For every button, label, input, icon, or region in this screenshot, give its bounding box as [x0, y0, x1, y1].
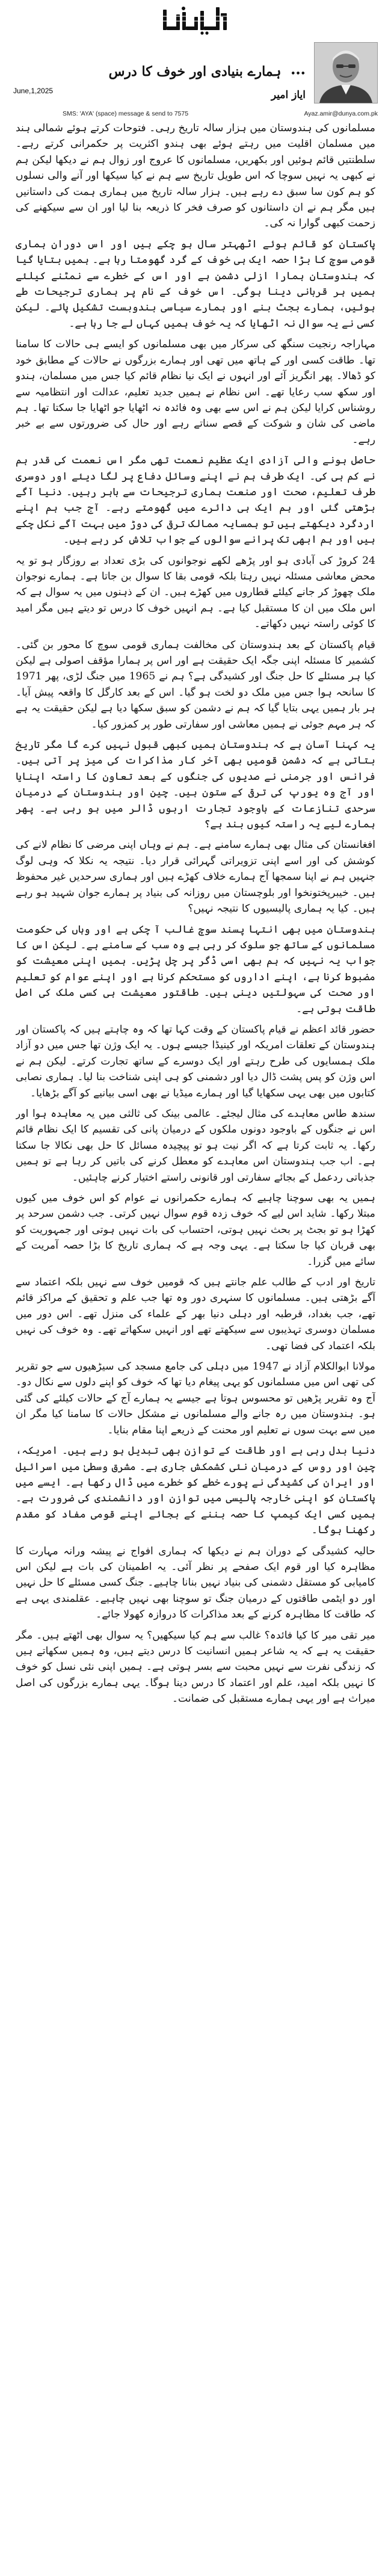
dunya-newspaper-logo-icon	[158, 2, 233, 37]
column-title-text: ہمارے بنیادی اور خوف کا درس	[108, 64, 282, 79]
column-header	[13, 42, 378, 120]
author-name: ایاز امیر	[271, 89, 306, 101]
article-paragraph: پاکستان کو قائم ہوئے اٹھہتر سال ہو چکے ہیں اور اس دوران ہماری قومی سوچ کا بڑا حصہ ایک ہی خوف کے گرد گھومتا رہا ہے۔ ہمیں بتایا گیا کہ ہندوستان ہمارا ازلی دشمن ہے اور اس کے خطرے سے نمٹنے کیلئے ہمیں ہر قربانی دینا ہوگی۔ اس خوف کے نام پر ہماری ترجیحات طے ہوئیں، ہمارے بجٹ بنے اور ہمارے سیاسی بندوبست تشکیل پائے۔ لیکن کسی نے یہ سوال نہ اٹھایا کہ یہ خوف ہمیں کہاں لے جا رہا ہے۔	[16, 238, 375, 330]
article-paragraph: یہ کہنا آسان ہے کہ ہندوستان ہمیں کبھی قبول نہیں کرے گا مگر تاریخ بتاتی ہے کہ دشمن قومیں بھی آخر کار مذاکرات کی میز پر آتی ہیں۔ فرانس اور جرمنی نے صدیوں کی جنگوں کے بعد تعاون کا راستہ اپنایا اور آج وہ یورپ کی ترقی کے ستون ہیں۔ چین اور ہندوستان کے درمیان سرحدی تنازعات کے باوجود تجارت اربوں ڈالر میں ہو رہی ہے۔ پھر ہمارے لیے یہ راستہ کیوں بند ہے؟	[16, 739, 375, 831]
title-bullets: •••	[291, 69, 306, 78]
author-portrait-icon	[315, 43, 377, 103]
article-paragraph: ہمیں یہ بھی سوچنا چاہیے کہ ہمارے حکمرانوں نے عوام کو اس خوف میں کیوں مبتلا رکھا۔ شاید اس لیے کہ خوف زدہ قوم سوال نہیں کرتی۔ جب دشمن سرحد پر کھڑا ہو تو بجٹ پر بحث نہیں ہوتی، احتساب کی بات نہیں ہوتی اور جمہوریت کو بھی قربان کیا جا سکتا ہے۔ یہی وجہ ہے کہ ہماری تاریخ کا بڑا حصہ آمریت کے سائے میں گزرا۔	[16, 1192, 375, 1268]
article-paragraph: مولانا ابوالکلام آزاد نے 1947 میں دہلی کی جامع مسجد کی سیڑھیوں سے جو تقریر کی تھی اس میں مسلمانوں کو یہی پیغام دیا تھا کہ خوف کو اپنے دلوں سے نکال دو۔ آج وہ تقریر پڑھیں تو محسوس ہوتا ہے جیسے یہ ہمارے آج کے حالات کیلئے کی گئی ہو۔ ہندوستان میں رہ جانے والے مسلمانوں نے مشکل حالات کا سامنا کیا مگر ان میں سے بہت سوں نے تعلیم اور محنت کے ذریعے اپنا مقام بنایا۔	[16, 1361, 375, 1436]
article-paragraph: مہاراجہ رنجیت سنگھ کی سرکار میں بھی مسلمانوں کو ایسے ہی حالات کا سامنا تھا۔ طاقت کسی اور کے ہاتھ میں تھی اور ہمارے بزرگوں نے حالات کے مطابق خود کو ڈھالا۔ پھر انگریز آئے اور انہوں نے ایک نیا نظام قائم کیا جس میں مسلمان، ہندو اور سکھ سب رعایا تھے۔ اس نظام نے ہمیں جدید تعلیم، عدالت اور انتظامیہ سے روشناس کرایا لیکن ہم نے اس سے بھی وہ فائدہ نہ اٹھایا جو اٹھایا جا سکتا تھا۔ ہم ماضی کی شان و شوکت کے قصے سناتے رہے اور حال کی ضرورتوں سے بے خبر رہے۔	[16, 338, 375, 446]
contact-bar	[13, 108, 378, 119]
article-paragraph: افغانستان کی مثال بھی ہمارے سامنے ہے۔ ہم نے وہاں اپنی مرضی کا نظام لانے کی کوشش کی اور اسے اپنی تزویراتی گہرائی قرار دیا۔ نتیجہ یہ نکلا کہ وہی لوگ جنہیں ہم نے اپنا سمجھا آج ہمارے خلاف کھڑے ہیں اور ہماری سرحدیں غیر محفوظ ہیں۔ خیبرپختونخوا اور بلوچستان میں روزانہ کی بنیاد پر ہمارے جوان شہید ہو رہے ہیں۔ کیا یہ ہماری پالیسیوں کا نتیجہ نہیں؟	[16, 839, 375, 915]
author-email[interactable]: Ayaz.amir@dunya.com.pk	[304, 110, 378, 117]
article-paragraph: میر تقی میر کا کیا فائدہ؟ غالب سے ہم کیا سیکھیں؟ یہ سوال بھی اٹھتے ہیں۔ مگر حقیقت یہ ہے کہ یہ شاعر ہمیں انسانیت کا درس دیتے ہیں، وہ ہمیں سکھاتے ہیں کہ زندگی نفرت سے نہیں محبت سے بسر ہوتی ہے۔ ہمیں اپنی نئی نسل کو خوف کا نہیں بلکہ امید، علم اور اعتماد کا درس دینا ہوگا۔ یہی ہمارے بزرگوں کی اصل میراث ہے اور یہی ہمارے مستقبل کی ضمانت۔	[16, 1629, 375, 1705]
publish-date: June,1,2025	[13, 87, 54, 95]
author-portrait	[314, 42, 378, 103]
article-body	[16, 120, 375, 2563]
article-paragraph: دنیا بدل رہی ہے اور طاقت کے توازن بھی تبدیل ہو رہے ہیں۔ امریکہ، چین اور روس کے درمیان نئی کشمکش جاری ہے۔ مشرق وسطیٰ میں اسرائیل اور ایران کی کشیدگی نے پورے خطے کو خطرے میں ڈال رکھا ہے۔ ایسے میں پاکستان کو اپنی خارجہ پالیسی میں توازن اور دانشمندی کی ضرورت ہے۔ ہمیں کسی ایک کیمپ کا حصہ بننے کے بجائے اپنے قومی مفاد کو مقدم رکھنا ہوگا۔	[16, 1445, 375, 1537]
article-paragraph: حضور قائد اعظم نے قیام پاکستان کے وقت کہا تھا کہ وہ چاہتے ہیں کہ پاکستان اور ہندوستان کے تعلقات امریکہ اور کینیڈا جیسے ہوں۔ یہ ایک وژن تھا جس میں دو آزاد ملک ہمسایوں کی طرح رہتے اور ایک دوسرے کے ساتھ تجارت کرتے۔ لیکن ہم نے اس وژن کو پس پشت ڈال دیا اور دشمنی کو ہی اپنی شناخت بنا لیا۔ ہماری نصابی کتابوں میں بھی یہی سکھایا گیا اور ہمارے میڈیا نے بھی اسی بیانیے کو آگے بڑھایا۔	[16, 1023, 375, 1099]
sms-instructions: SMS: 'AYA' (space) message & send to 7575	[63, 110, 189, 117]
article-paragraph: 24 کروڑ کی آبادی ہو اور پڑھے لکھے نوجوانوں کی بڑی تعداد بے روزگار ہو تو یہ محض معاشی مسئلہ نہیں رہتا بلکہ قومی بقا کا سوال بن جاتا ہے۔ ہمارے نوجوان ملک چھوڑ کر جانے کیلئے قطاروں میں کھڑے ہیں۔ ان کے ذہنوں میں یہ سوال ہے کہ اس ملک میں ان کا مستقبل کیا ہے۔ ہم انہیں خوف کا درس تو دیتے ہیں مگر امید کا کوئی راستہ نہیں دکھاتے۔	[16, 554, 375, 631]
article-paragraph: تاریخ اور ادب کے طالب علم جانتے ہیں کہ قومیں خوف سے نہیں بلکہ اعتماد سے آگے بڑھتی ہیں۔ مسلمانوں کا سنہری دور وہ تھا جب علم و تحقیق کے مراکز قائم تھے، جب بغداد، قرطبہ اور دہلی دنیا بھر کے علماء کی منزل تھے۔ اس دور میں مسلمان دوسری تہذیبوں سے سیکھتے تھے اور انہیں سکھاتے تھے۔ وہ خوف کی نہیں بلکہ اعتماد کی فضا تھی۔	[16, 1276, 375, 1352]
column-title	[109, 64, 306, 79]
article-paragraph: قیام پاکستان کے بعد ہندوستان کی مخالفت ہماری قومی سوچ کا محور بن گئی۔ کشمیر کا مسئلہ اپنی جگہ ایک حقیقت ہے اور اس پر ہمارا مؤقف اصولی ہے لیکن کیا ہر مسئلے کا حل جنگ اور کشیدگی ہے؟ ہم نے 1965 میں جنگ لڑی، پھر 1971 کا سانحہ ہوا جس میں ملک دو لخت ہو گیا۔ اس کے بعد کارگل کا واقعہ پیش آیا۔ ہر بار ہمیں یہی بتایا گیا کہ ہم نے دشمن کو سبق سکھا دیا ہے لیکن حقیقت یہ ہے کہ ہر مہم جوئی نے ہمیں معاشی اور سفارتی طور پر کمزور کیا۔	[16, 638, 375, 730]
article-paragraph: مسلمانوں کی ہندوستان میں ہزار سالہ تاریخ رہی۔ فتوحات کرتے ہوئے شمالی ہند میں مسلمان اقلیت میں رہتے ہوئے بھی ہندو اکثریت پر حکمرانی کرتے رہے۔ سلطنتیں قائم ہوئیں اور بکھریں، مسلمانوں کا عروج اور زوال ہم نے دیکھا لیکن ہم نے کبھی یہ نہیں سوچا کہ اس طویل تاریخ سے ہم نے کیا سیکھا اور آنے والی نسلوں کو ہم کون سا سبق دے رہے ہیں۔ ہزار سالہ تاریخ میں ہماری ہمت کی داستانیں ہیں مگر ہم نے ان داستانوں کو صرف فخر کا ذریعہ بنا لیا اور ان سے سیکھنے کی زحمت کبھی گوارا نہ کی۔	[16, 122, 375, 230]
dunya-logo[interactable]	[158, 2, 233, 37]
article-paragraph: حاصل ہونے والی آزادی ایک عظیم نعمت تھی مگر اس نعمت کی قدر ہم نے کم ہی کی۔ ایک طرف ہم نے اپنے وسائل دفاع پر لگا دیئے اور دوسری طرف تعلیم، صحت اور صنعت ہماری ترجیحات سے باہر رہیں۔ دنیا آگے بڑھتی گئی اور ہم ایک ہی دائرے میں گھومتے رہے۔ آج جب ہم اپنے اردگرد دیکھتے ہیں تو ہمسایہ ممالک ترقی کی دوڑ میں بہت آگے نکل چکے ہیں اور ہم ابھی تک پرانے سوالوں کے جواب تلاش کر رہے ہیں۔	[16, 454, 375, 546]
article-paragraph: ہندوستان میں بھی انتہا پسند سوچ غالب آ چکی ہے اور وہاں کی حکومت مسلمانوں کے ساتھ جو سلوک کر رہی ہے وہ سب کے سامنے ہے۔ لیکن اس کا جواب یہ نہیں کہ ہم بھی اسی ڈگر پر چل پڑیں۔ ہمیں اپنی معیشت کو مضبوط کرنا ہے، اپنے اداروں کو مستحکم کرنا ہے اور اپنے عوام کو تعلیم اور صحت کی سہولتیں دینی ہیں۔ طاقتور معیشت ہی کسی ملک کی اصل طاقت ہوتی ہے۔	[16, 923, 375, 1015]
article-paragraph: حالیہ کشیدگی کے دوران ہم نے دیکھا کہ ہماری افواج نے پیشہ ورانہ مہارت کا مظاہرہ کیا اور قوم ایک صفحے پر نظر آئی۔ یہ اطمینان کی بات ہے لیکن اس کامیابی کو مستقل دشمنی کی بنیاد نہیں بنانا چاہیے۔ جنگ کسی مسئلے کا حل نہیں اور دو ایٹمی طاقتوں کے درمیان جنگ تو سوچنا بھی نہیں چاہیے۔ عقلمندی یہی ہے کہ طاقت کا مظاہرہ کرنے کے بعد مذاکرات کا دروازہ کھولا جائے۔	[16, 1545, 375, 1621]
article-paragraph: سندھ طاس معاہدے کی مثال لیجئے۔ عالمی بینک کی ثالثی میں یہ معاہدہ ہوا اور اس نے جنگوں کے باوجود دونوں ملکوں کے درمیان پانی کی تقسیم کا ایک نظام قائم رکھا۔ یہ ثابت کرتا ہے کہ اگر نیت ہو تو پیچیدہ مسائل کا حل بھی نکالا جا سکتا ہے۔ اب جب ہندوستان اس معاہدے کو معطل کرنے کی باتیں کر رہا ہے تو ہمیں جذباتی ردعمل کے بجائے سفارتی اور قانونی راستے اختیار کرنے چاہئیں۔	[16, 1107, 375, 1184]
masthead	[0, 0, 391, 42]
